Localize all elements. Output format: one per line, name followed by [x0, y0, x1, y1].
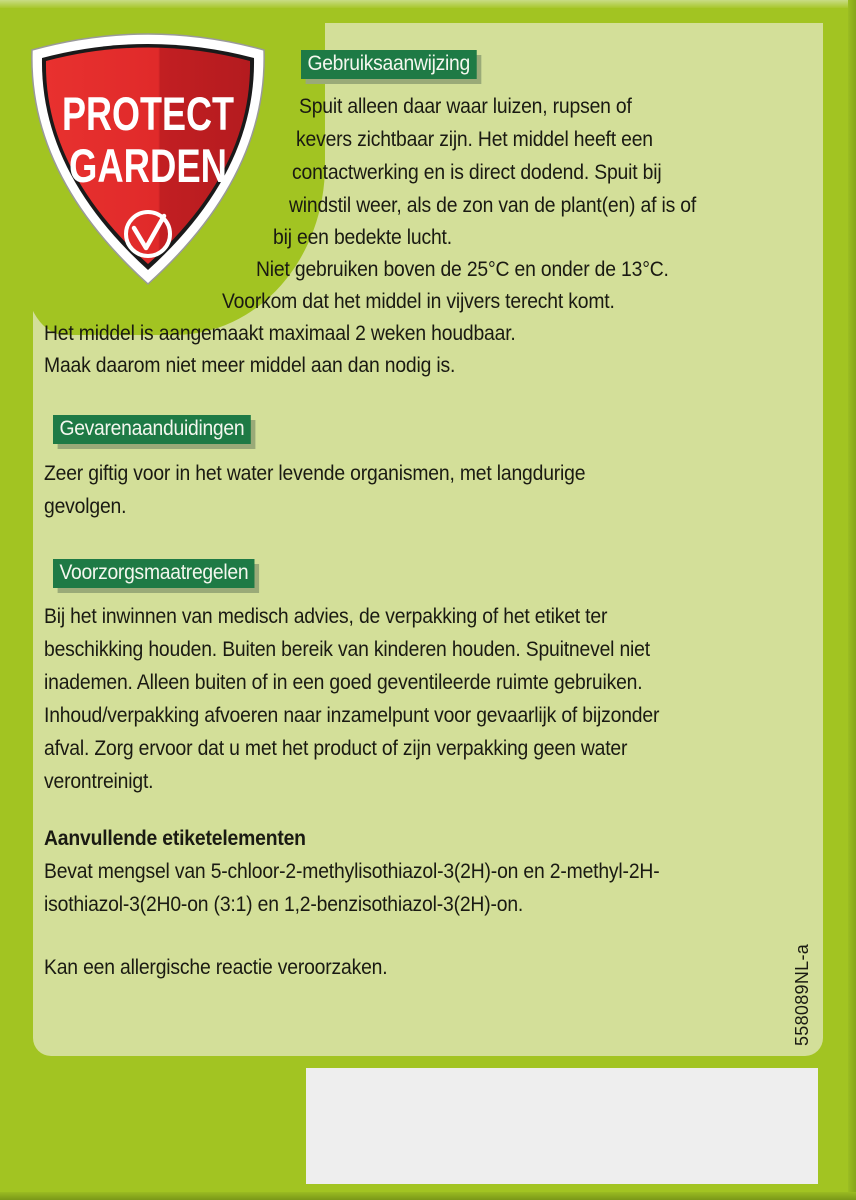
precautions-line: Inhoud/verpakking afvoeren naar inzamelpunt voor gevaarlijk of bijzonder — [44, 703, 660, 727]
section-heading-usage: Gebruiksaanwijzing — [301, 50, 476, 79]
precautions-line: Bij het inwinnen van medisch advies, de verpakking of het etiket ter — [44, 604, 608, 628]
usage-line: kevers zichtbaar zijn. Het middel heeft een — [296, 127, 653, 151]
additional-line: Kan een allergische reactie veroorzaken. — [44, 955, 388, 979]
section-heading-additional: Aanvullende etiketelementen — [44, 826, 306, 850]
additional-line: isothiazol-3(2H0-on (3:1) en 1,2-benzisothiazol-3(2H)-on. — [44, 892, 524, 916]
package-top-edge — [0, 0, 856, 8]
usage-line: Maak daarom niet meer middel aan dan nodig is. — [44, 353, 456, 377]
usage-line: Niet gebruiken boven de 25°C en onder de 13°C. — [256, 257, 669, 281]
usage-line: windstil weer, als de zon van de plant(en) af is of — [289, 193, 697, 217]
package-bottom-edge — [0, 1192, 856, 1200]
shield-icon — [28, 26, 268, 286]
usage-line: contactwerking en is direct dodend. Spuit bij — [292, 160, 662, 184]
additional-line: Bevat mengsel van 5-chloor-2-methylisothiazol-3(2H)-on en 2-methyl-2H- — [44, 859, 660, 883]
usage-line: Voorkom dat het middel in vijvers terecht komt. — [222, 289, 615, 313]
protect-garden-logo — [28, 26, 268, 286]
brand-line1: PROTECT — [62, 87, 235, 140]
hazards-line: Zeer giftig voor in het water levende organismen, met langdurige — [44, 461, 586, 485]
blank-label-area — [306, 1068, 818, 1184]
section-heading-precautions: Voorzorgsmaatregelen — [53, 559, 255, 588]
precautions-line: verontreinigt. — [44, 769, 154, 793]
section-heading-hazards: Gevarenaanduidingen — [53, 415, 251, 444]
precautions-line: inademen. Alleen buiten of in een goed geventileerde ruimte gebruiken. — [44, 670, 643, 694]
usage-line: bij een bedekte lucht. — [273, 225, 452, 249]
label-code: 558089NL-a — [792, 943, 812, 1046]
hazards-line: gevolgen. — [44, 494, 127, 518]
precautions-line: afval. Zorg ervoor dat u met het product of zijn verpakking geen water — [44, 736, 628, 760]
usage-line: Spuit alleen daar waar luizen, rupsen of — [299, 94, 632, 118]
package-right-edge — [848, 0, 856, 1200]
precautions-line: beschikking houden. Buiten bereik van kinderen houden. Spuitnevel niet — [44, 637, 650, 661]
brand-line2: GARDEN — [69, 139, 227, 192]
usage-line: Het middel is aangemaakt maximaal 2 weken houdbaar. — [44, 321, 516, 345]
